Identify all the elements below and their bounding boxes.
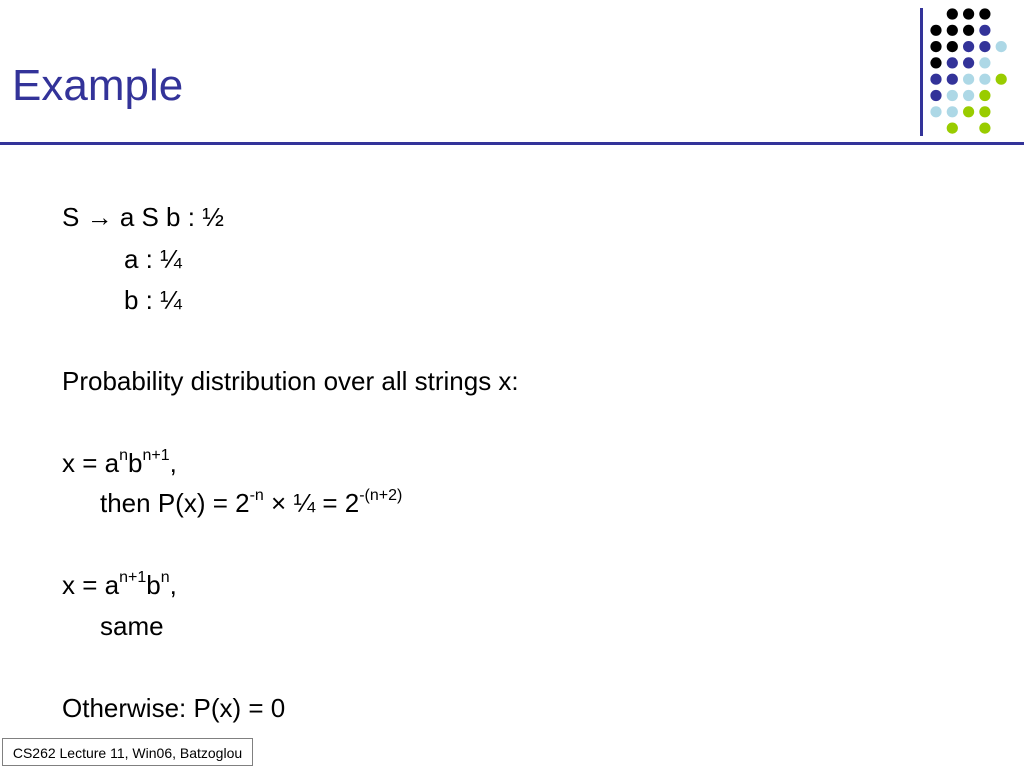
rule-1-rhs: a S b : ½	[119, 202, 224, 232]
decor-dot	[979, 123, 990, 134]
decor-dot	[963, 57, 974, 68]
case-1-exp-1: -n	[249, 487, 264, 505]
case-1-result	[100, 487, 403, 518]
case-1-exp-b: n+1	[142, 447, 170, 465]
probability-heading: Probability distribution over all strings x:	[62, 366, 519, 396]
case-1-comma: ,	[169, 448, 177, 478]
grammar-rule-3: b : ¼	[124, 285, 182, 315]
decor-dot	[947, 25, 958, 36]
decor-dot	[963, 74, 974, 85]
decor-dot	[930, 41, 941, 52]
decor-dot	[963, 106, 974, 117]
decor-dot	[979, 41, 990, 52]
decor-dot	[947, 57, 958, 68]
case-1-exp-2: -(n+2)	[359, 487, 403, 505]
decor-dot	[947, 90, 958, 101]
decor-dot	[963, 90, 974, 101]
otherwise-line: Otherwise: P(x) = 0	[62, 693, 286, 723]
decor-dot	[947, 41, 958, 52]
case-1-then-a: then P(x) = 2	[100, 488, 250, 518]
decor-dot	[996, 74, 1007, 85]
decor-dot	[947, 74, 958, 85]
case-1-condition	[62, 447, 177, 478]
slide-title: Example	[12, 61, 184, 110]
grammar-rule-1	[62, 204, 224, 230]
case-2-result: same	[100, 611, 164, 641]
decor-dot	[979, 57, 990, 68]
case-1-exp-a: n	[119, 447, 128, 465]
decor-dot	[963, 41, 974, 52]
case-2-b: b	[146, 570, 161, 600]
rule-lhs: S	[62, 202, 80, 232]
decor-dot	[947, 8, 958, 19]
decor-dot	[979, 8, 990, 19]
case-2-condition	[62, 569, 177, 600]
case-1-x-eq: x = a	[62, 448, 120, 478]
decor-dot	[930, 57, 941, 68]
case-2-exp-a: n+1	[119, 569, 147, 587]
case-1-b: b	[128, 448, 143, 478]
decor-dot	[963, 8, 974, 19]
case-2-comma: ,	[169, 570, 177, 600]
arrow-icon: →	[86, 202, 113, 232]
decor-dot	[979, 106, 990, 117]
decor-dot	[963, 25, 974, 36]
decor-dot	[930, 90, 941, 101]
decor-dot	[930, 106, 941, 117]
case-2-exp-b: n	[160, 569, 170, 587]
decor-dot	[979, 90, 990, 101]
decor-dot	[930, 74, 941, 85]
decor-dot	[947, 123, 958, 134]
case-2-x-eq: x = a	[62, 570, 120, 600]
grammar-rule-2: a : ¼	[124, 244, 182, 274]
footer-label: CS262 Lecture 11, Win06, Batzoglou	[2, 738, 253, 766]
decor-dot	[979, 25, 990, 36]
decor-dot	[996, 41, 1007, 52]
decor-dot	[930, 25, 941, 36]
decor-dot	[947, 106, 958, 117]
decor-dot	[979, 74, 990, 85]
case-1-then-b: × ¼ = 2	[263, 488, 360, 518]
decor-dot-grid	[0, 0, 1024, 150]
